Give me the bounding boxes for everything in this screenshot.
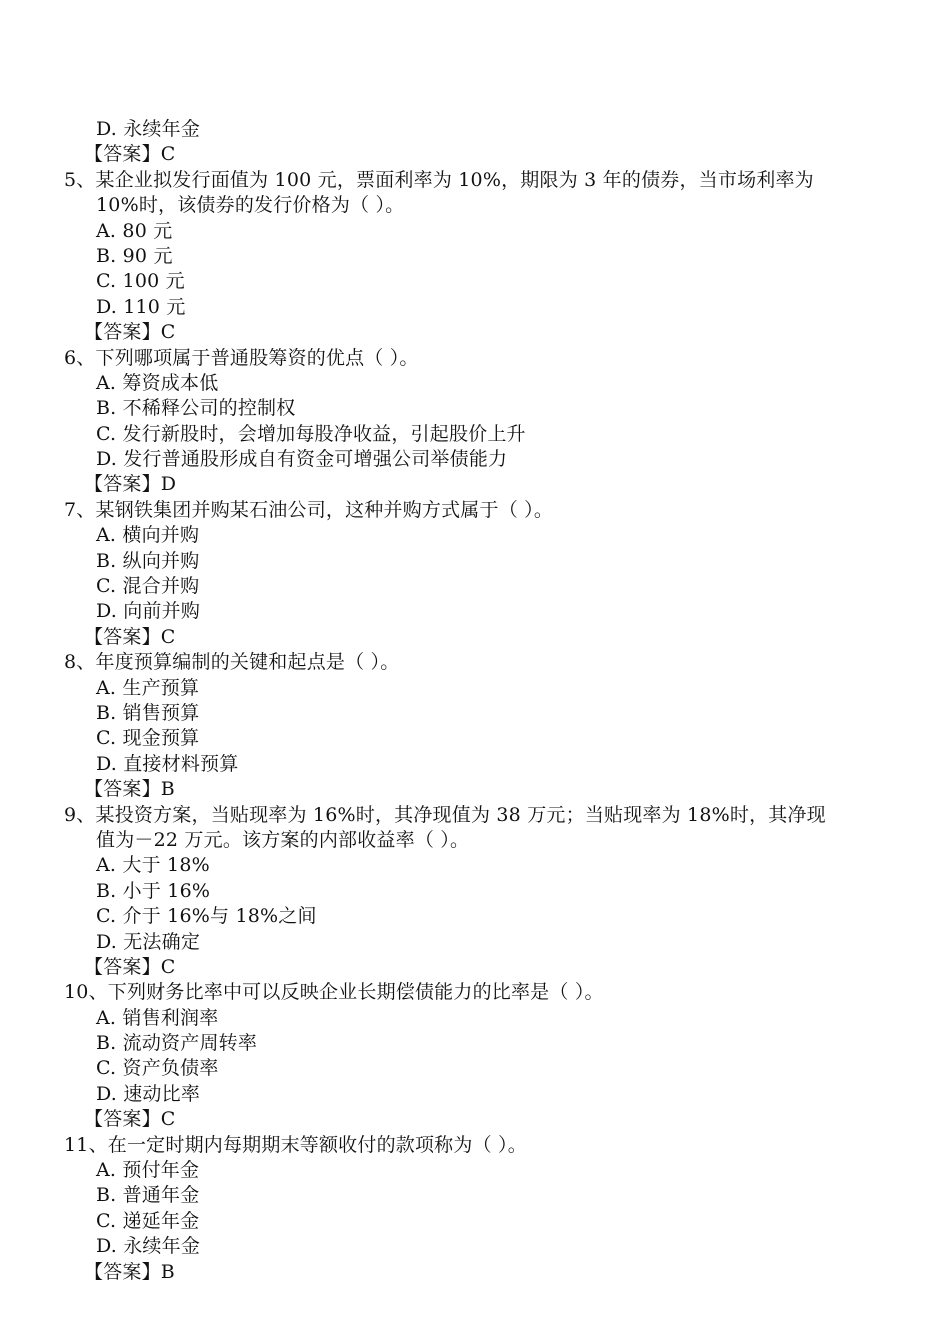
answer-option: A. 预付年金 — [96, 1159, 200, 1182]
answer-option: B. 不稀释公司的控制权 — [96, 397, 296, 420]
answer-option: C. 递延年金 — [96, 1209, 200, 1232]
answer-key: 【答案】D — [84, 473, 177, 496]
answer-option: B. 纵向并购 — [96, 549, 200, 572]
answer-option: B. 小于 16% — [96, 879, 211, 902]
question-text: 11、在一定时期内每期期末等额收付的款项称为（ ）。 — [64, 1133, 527, 1156]
answer-option: D. 速动比率 — [96, 1082, 201, 1105]
answer-option: C. 资产负债率 — [96, 1057, 219, 1080]
answer-option: D. 直接材料预算 — [96, 752, 239, 775]
answer-option: A. 80 元 — [96, 219, 173, 242]
answer-key: 【答案】C — [84, 625, 176, 648]
answer-key: 【答案】B — [84, 778, 175, 801]
answer-option: B. 普通年金 — [96, 1184, 200, 1207]
answer-option: D. 发行普通股形成自有资金可增强公司举债能力 — [96, 448, 508, 471]
question-text: 6、下列哪项属于普通股筹资的优点（ ）。 — [64, 346, 419, 369]
question-text: 9、某投资方案，当贴现率为 16%时，其净现值为 38 万元；当贴现率为 18%时，其净现 — [64, 803, 826, 826]
answer-key: 【答案】B — [84, 1260, 175, 1283]
question-text-continued: 值为－22 万元。该方案的内部收益率（ ）。 — [96, 828, 470, 851]
answer-option: B. 销售预算 — [96, 701, 200, 724]
answer-option: D. 110 元 — [96, 295, 186, 318]
answer-key: 【答案】C — [84, 1108, 176, 1131]
answer-option: D. 无法确定 — [96, 930, 201, 953]
answer-key: 【答案】C — [84, 321, 176, 344]
question-text-continued: 10%时，该债券的发行价格为（ ）。 — [96, 194, 405, 217]
answer-option: C. 100 元 — [96, 270, 185, 293]
answer-option: D. 向前并购 — [96, 600, 201, 623]
question-text: 7、某钢铁集团并购某石油公司，这种并购方式属于（ ）。 — [64, 498, 554, 521]
question-text: 10、下列财务比率中可以反映企业长期偿债能力的比率是（ ）。 — [64, 981, 604, 1004]
answer-option: A. 大于 18% — [96, 854, 210, 877]
answer-option: B. 90 元 — [96, 244, 173, 267]
answer-option: A. 生产预算 — [96, 676, 200, 699]
question-text: 8、年度预算编制的关键和起点是（ ）。 — [64, 651, 400, 674]
document-page — [0, 117, 950, 1285]
answer-option: D. 永续年金 — [96, 1235, 201, 1258]
answer-key: 【答案】C — [84, 143, 176, 166]
answer-option: B. 流动资产周转率 — [96, 1032, 258, 1055]
answer-option: A. 筹资成本低 — [96, 371, 219, 394]
answer-option: C. 发行新股时，会增加每股净收益，引起股价上升 — [96, 422, 526, 445]
answer-option: C. 介于 16%与 18%之间 — [96, 905, 317, 928]
answer-option: C. 混合并购 — [96, 575, 200, 598]
answer-option: D. 永续年金 — [96, 118, 201, 140]
question-text: 5、某企业拟发行面值为 100 元，票面利率为 10%，期限为 3 年的债券，当市场利率为 — [64, 168, 814, 191]
answer-option: C. 现金预算 — [96, 727, 200, 750]
answer-option: A. 销售利润率 — [96, 1006, 219, 1029]
answer-option: A. 横向并购 — [96, 524, 200, 547]
answer-key: 【答案】C — [84, 955, 176, 978]
